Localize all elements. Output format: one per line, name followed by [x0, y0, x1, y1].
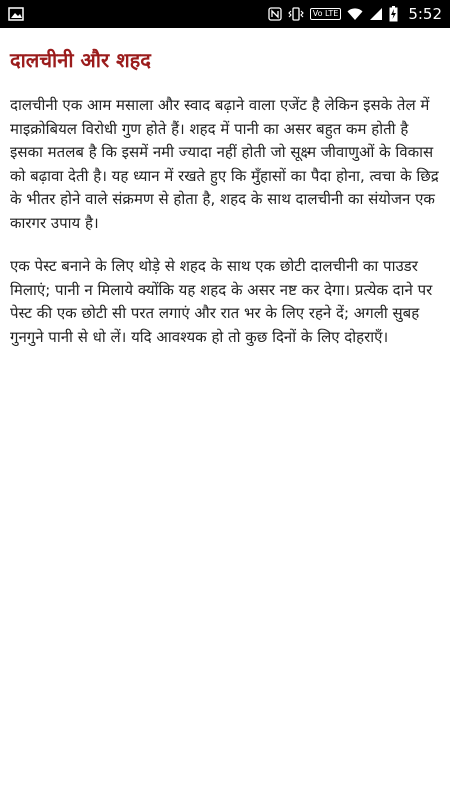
image-notification-icon	[8, 7, 24, 21]
article-title: दालचीनी और शहद	[10, 48, 151, 72]
status-bar-right	[268, 5, 442, 23]
wifi-icon	[347, 7, 363, 21]
nfc-icon	[268, 7, 282, 21]
status-bar-clock: 5:52	[408, 5, 442, 23]
cellular-signal-icon	[369, 7, 383, 21]
vibrate-icon	[288, 7, 304, 21]
article-paragraph: एक पेस्ट बनाने के लिए थोड़े से शहद के साथ एक छोटी दालचीनी का पाउडर मिलाएं; पानी न मिलाये क्योंकि यह शहद के असर नष्ट कर देगा। प्रत्येक दाने पर पेस्ट की एक छोटी सी परत लगाएं और रात भर के लिए रहने दें; अगली सुबह गुनगुने पानी से धो लें। यदि आवश्यक हो तो कुछ दिनों के लिए दोहराएँ।	[10, 257, 433, 346]
status-bar	[0, 0, 450, 28]
volte-icon: Vo LTE	[310, 8, 342, 20]
article-content	[0, 28, 450, 369]
article-paragraph: दालचीनी एक आम मसाला और स्वाद बढ़ाने वाला एजेंट है लेकिन इसके तेल में माइक्रोबियल विरोधी गुण होते हैं। शहद में पानी का असर बहुत कम होती है इसका मतलब है कि इसमें नमी ज्यादा नहीं होती जो सूक्ष्म जीवाणुओं के विकास को बढ़ावा देती है। यह ध्यान में रखते हुए कि मुँहासों का पैदा होना, त्वचा के छिद्र के भीतर होने वाले संक्रमण से होता है, शहद के साथ दालचीनी का संयोजन एक कारगर उपाय है।	[10, 96, 439, 232]
status-bar-left	[8, 7, 24, 21]
battery-charging-icon	[389, 6, 398, 22]
